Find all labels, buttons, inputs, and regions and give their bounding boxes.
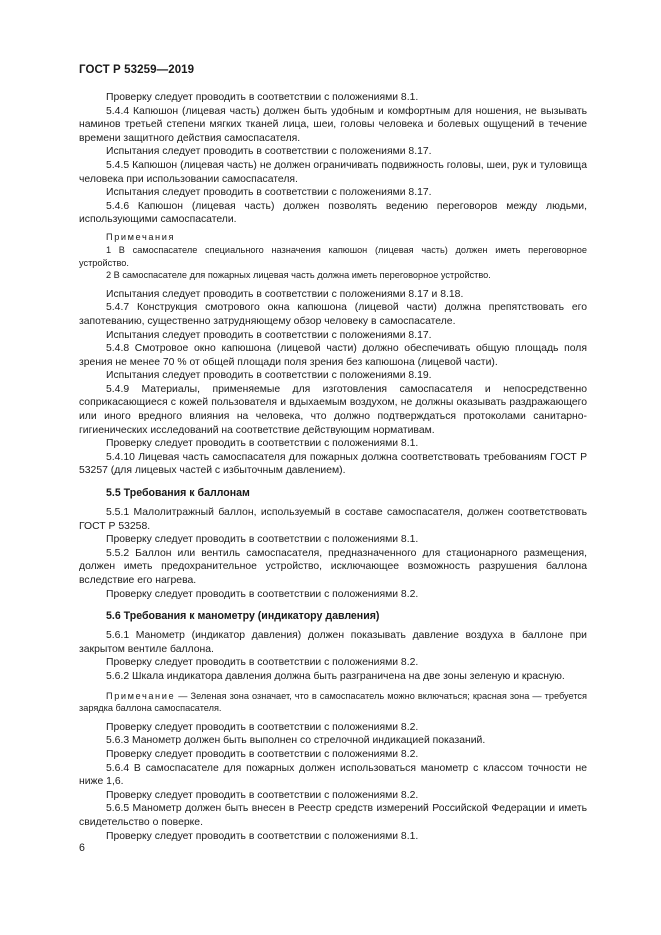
paragraph: 5.5.2 Баллон или вентиль самоспасателя, предназначенного для стационарного размещения, должен иметь предохранительное устройство, исключающее возможность разрушения баллона вследствие его нагрева.: [79, 547, 587, 586]
note-paragraph: [79, 690, 587, 715]
paragraph: Проверку следует проводить в соответствии с положениями 8.2.: [106, 789, 419, 801]
paragraph: 5.5.1 Малолитражный баллон, используемый в составе самоспасателя, должен соответствовать ГОСТ Р 53258.: [79, 507, 587, 532]
paragraph: 5.6.4 В самоспасателе для пожарных должен использоваться манометр с классом точности не ниже 1,6.: [79, 762, 587, 788]
section-heading: 5.5 Требования к баллонам: [106, 487, 250, 500]
paragraph: Проверку следует проводить в соответствии с положениями 8.1.: [106, 830, 419, 842]
paragraph: Проверку следует проводить в соответствии с положениями 8.2.: [106, 657, 419, 669]
paragraph: 5.4.8 Смотровое окно капюшона (лицевой части) должно обеспечивать общую площадь поля зрения не менее 70 % от общей площади поля зрения без капюшона (лицевой части).: [79, 343, 587, 368]
paragraph: 5.4.6 Капюшон (лицевая часть) должен позволять ведению переговоров между людьми, использующими самоспасатели.: [79, 200, 587, 226]
paragraph: 5.4.4 Капюшон (лицевая часть) должен быть удобным и комфортным для ношения, не вызывать наминов третьей степени мягких тканей лица, шеи, головы человека и болевых ощущений в течение времени защитного действия самоспасателя.: [79, 105, 587, 144]
paragraph: Испытания следует проводить в соответствии с положениями 8.17.: [106, 187, 432, 199]
paragraph: Испытания следует проводить в соответствии с положениями 8.17 и 8.18.: [106, 288, 464, 300]
note-item: 2 В самоспасателе для пожарных лицевая часть должна иметь переговорное устройство.: [106, 270, 491, 281]
paragraph: Проверку следует проводить в соответствии с положениями 8.2.: [106, 748, 419, 760]
paragraph: 5.4.10 Лицевая часть самоспасателя для пожарных должна соответствовать требованиям ГОСТ Р 53257 (для лицевых частей с избыточным давлением).: [79, 451, 587, 477]
paragraph: Проверку следует проводить в соответствии с положениями 8.2.: [106, 721, 419, 733]
paragraph: Проверку следует проводить в соответствии с положениями 8.1.: [106, 438, 419, 450]
document-body: [79, 91, 587, 843]
paragraph: 5.4.5 Капюшон (лицевая часть) не должен ограничивать подвижность головы, шеи, рук и туловища человека при использовании самоспасателя.: [79, 159, 587, 185]
paragraph: Испытания следует проводить в соответствии с положениями 8.17.: [106, 329, 432, 341]
paragraph: 5.6.3 Манометр должен быть выполнен со стрелочной индикацией показаний.: [106, 735, 486, 747]
note-label: Примечание: [106, 690, 176, 701]
paragraph: Проверку следует проводить в соответствии с положениями 8.2.: [106, 588, 419, 600]
notes-title: Примечания: [106, 231, 176, 242]
paragraph: 5.4.9 Материалы, применяемые для изготовления самоспасателя и непосредственно соприкасающиеся с кожей пользователя и вдыхаемым воздухом, не должны оказывать раздражающего или иного вредного влияния на человека, что должно подтверждаться протоколами санитарно-гигиенических исследований на соответствие действующим нормативам.: [79, 383, 587, 436]
paragraph: 5.4.7 Конструкция смотрового окна капюшона (лицевой части) должна препятствовать его запотеванию, существенно затрудняющему обзор человеку в самоспасателе.: [79, 302, 587, 327]
note-text: — Зеленая зона означает, что в самоспасатель можно включаться; красная зона — требуется зарядка баллона самоспасателя.: [79, 690, 587, 714]
page-number: 6: [79, 842, 85, 854]
paragraph: Испытания следует проводить в соответствии с положениями 8.19.: [106, 370, 432, 382]
document-header: ГОСТ Р 53259—2019: [79, 64, 195, 76]
paragraph: 5.6.2 Шкала индикатора давления должна быть разграничена на две зоны зеленую и красную.: [106, 670, 565, 682]
paragraph: Проверку следует проводить в соответствии с положениями 8.1.: [106, 92, 419, 103]
paragraph: 5.6.1 Манометр (индикатор давления) должен показывать давление воздуха в баллоне при закрытом вентиле баллона.: [79, 630, 587, 655]
paragraph: Проверку следует проводить в соответствии с положениями 8.1.: [106, 534, 419, 546]
notes-block: [79, 231, 587, 282]
paragraph: Испытания следует проводить в соответствии с положениями 8.17.: [106, 146, 432, 158]
section-heading: 5.6 Требования к манометру (индикатору давления): [106, 610, 380, 623]
note-item: 1 В самоспасателе специального назначения капюшон (лицевая часть) должен иметь переговорное устройство.: [79, 244, 587, 268]
paragraph: 5.6.5 Манометр должен быть внесен в Реестр средств измерений Российской Федерации и иметь свидетельство о поверке.: [79, 803, 587, 828]
